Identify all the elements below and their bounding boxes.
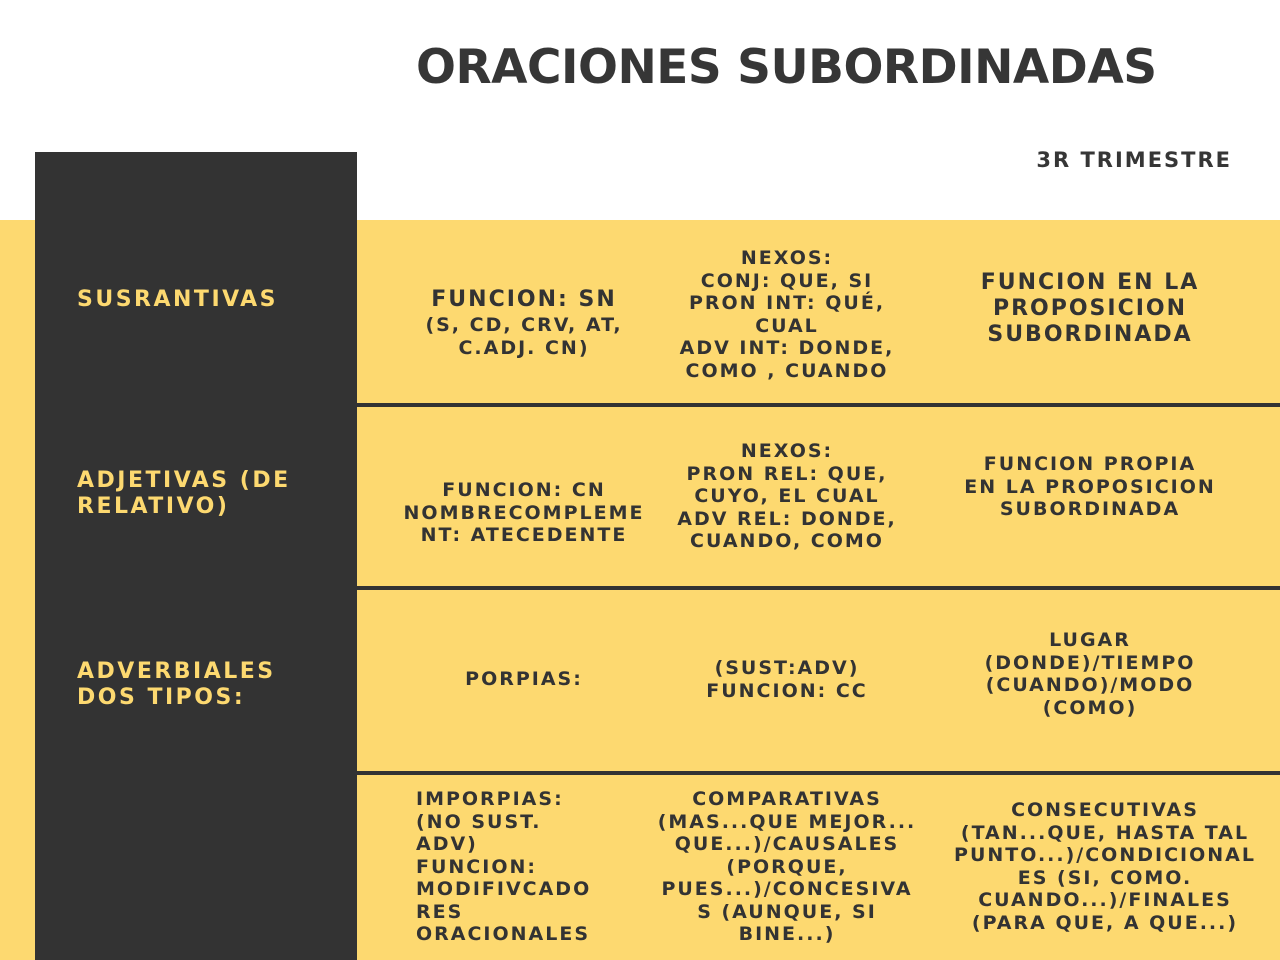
row-label-adverbiales: ADVERBIALES DOS TIPOS: [77, 659, 276, 710]
page-title: ORACIONES SUBORDINADAS [416, 40, 1157, 95]
page-subtitle: 3R TRIMESTRE [1036, 148, 1232, 172]
row4-col1: IMPORPIAS: (NO SUST. ADV) FUNCION: MODIFIVCADO RES ORACIONALES [416, 788, 592, 945]
row3-col2: (SUST:ADV) FUNCION: CC [706, 657, 868, 702]
row-divider [357, 403, 1280, 407]
row4-col2: COMPARATIVAS (MAS...QUE MEJOR... QUE...)/CAUSALES (PORQUE, PUES...)/CONCESIVA S (AUNQUE, SI BINE...) [657, 788, 917, 945]
row2-col2: NEXOS: PRON REL: QUE, CUYO, EL CUAL ADV REL: DONDE, CUANDO, COMO [677, 440, 897, 552]
row1-col1-title: FUNCION: SN [431, 287, 617, 312]
row1-col1-detail: (S, CD, CRV, AT, C.ADJ. CN) [425, 314, 623, 359]
row2-col3: FUNCION PROPIA EN LA PROPOSICION SUBORDINADA [964, 453, 1216, 520]
row3-col1: PORPIAS: [465, 668, 583, 690]
category-column [35, 152, 357, 960]
row4-col3: CONSECUTIVAS (TAN...QUE, HASTA TAL PUNTO...)/CONDICIONAL ES (SI, COMO. CUANDO...)/FINALES (PARA QUE, A QUE...) [954, 799, 1256, 934]
row-label-adjetivas: ADJETIVAS (DE RELATIVO) [77, 468, 291, 519]
row2-col1: FUNCION: CN NOMBRECOMPLEME NT: ATECEDENTE [403, 479, 645, 546]
row-divider [357, 771, 1280, 775]
row1-col3: FUNCION EN LA PROPOSICION SUBORDINADA [980, 270, 1200, 347]
row1-col2: NEXOS: CONJ: QUE, SI PRON INT: QUÉ, CUAL ADV INT: DONDE, COMO , CUANDO [679, 247, 895, 382]
row-divider [357, 586, 1280, 590]
row-label-sustantivas: SUSRANTIVAS [77, 287, 279, 312]
row3-col3: LUGAR (DONDE)/TIEMPO (CUANDO)/MODO (COMO) [984, 629, 1196, 719]
